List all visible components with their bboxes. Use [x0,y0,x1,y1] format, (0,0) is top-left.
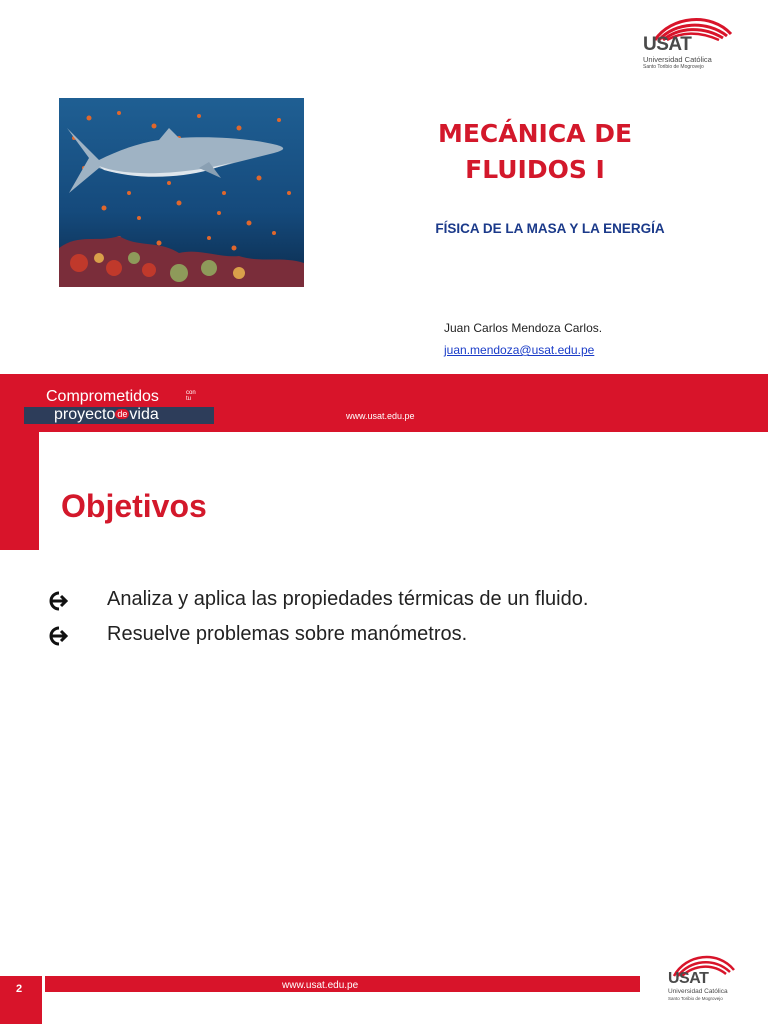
author-email-link[interactable]: juan.mendoza@usat.edu.pe [444,343,595,357]
tagline [24,388,214,424]
shark-reef-photo [59,98,304,287]
tagline-con-tu: con tu [186,390,196,402]
left-accent-bar [0,432,39,550]
arrow-circle-right-icon [48,626,70,651]
course-title-line2: FLUIDOS I [465,155,605,184]
logo-wordmark: USAT [643,34,692,55]
usat-logo-small [666,948,738,1004]
bullet-text: Analiza y aplica las propiedades térmicas de un fluido. [107,588,589,610]
logo-wordmark: USAT [668,970,709,987]
course-title-line1: MECÁNICA DE [437,119,633,148]
title-slide [0,0,768,432]
logo-university-subname: Santo Toribio de Mogrovejo [668,996,723,1001]
footer-band [0,374,768,432]
objectives-title: Objetivos [61,488,207,524]
course-title [390,116,680,188]
tagline-de: de [117,409,128,419]
band-website-url[interactable]: www.usat.edu.pe [346,411,415,421]
logo-university-name: Universidad Católica [643,55,712,64]
logo-university-subname: Santo Toribio de Mogrovejo [643,64,704,70]
tagline-vida: vida [129,406,159,423]
footer-website-url[interactable]: www.usat.edu.pe [282,980,359,991]
logo-university-name: Universidad Católica [668,988,728,995]
tagline-comprometidos: Comprometidos [46,388,159,405]
usat-logo [641,14,736,72]
page-number: 2 [16,983,23,995]
arrow-circle-right-icon [48,591,70,616]
bullet-text: Resuelve problemas sobre manómetros. [107,623,468,645]
author-name: Juan Carlos Mendoza Carlos. [444,321,603,335]
objectives-slide [0,432,768,1024]
tagline-proyecto-de-vida [54,406,159,424]
tagline-de-badge [115,409,129,419]
tagline-proyecto: proyecto [54,406,116,423]
footer-divider [42,976,45,1024]
course-subtitle: FÍSICA DE LA MASA Y LA ENERGÍA [435,221,665,236]
